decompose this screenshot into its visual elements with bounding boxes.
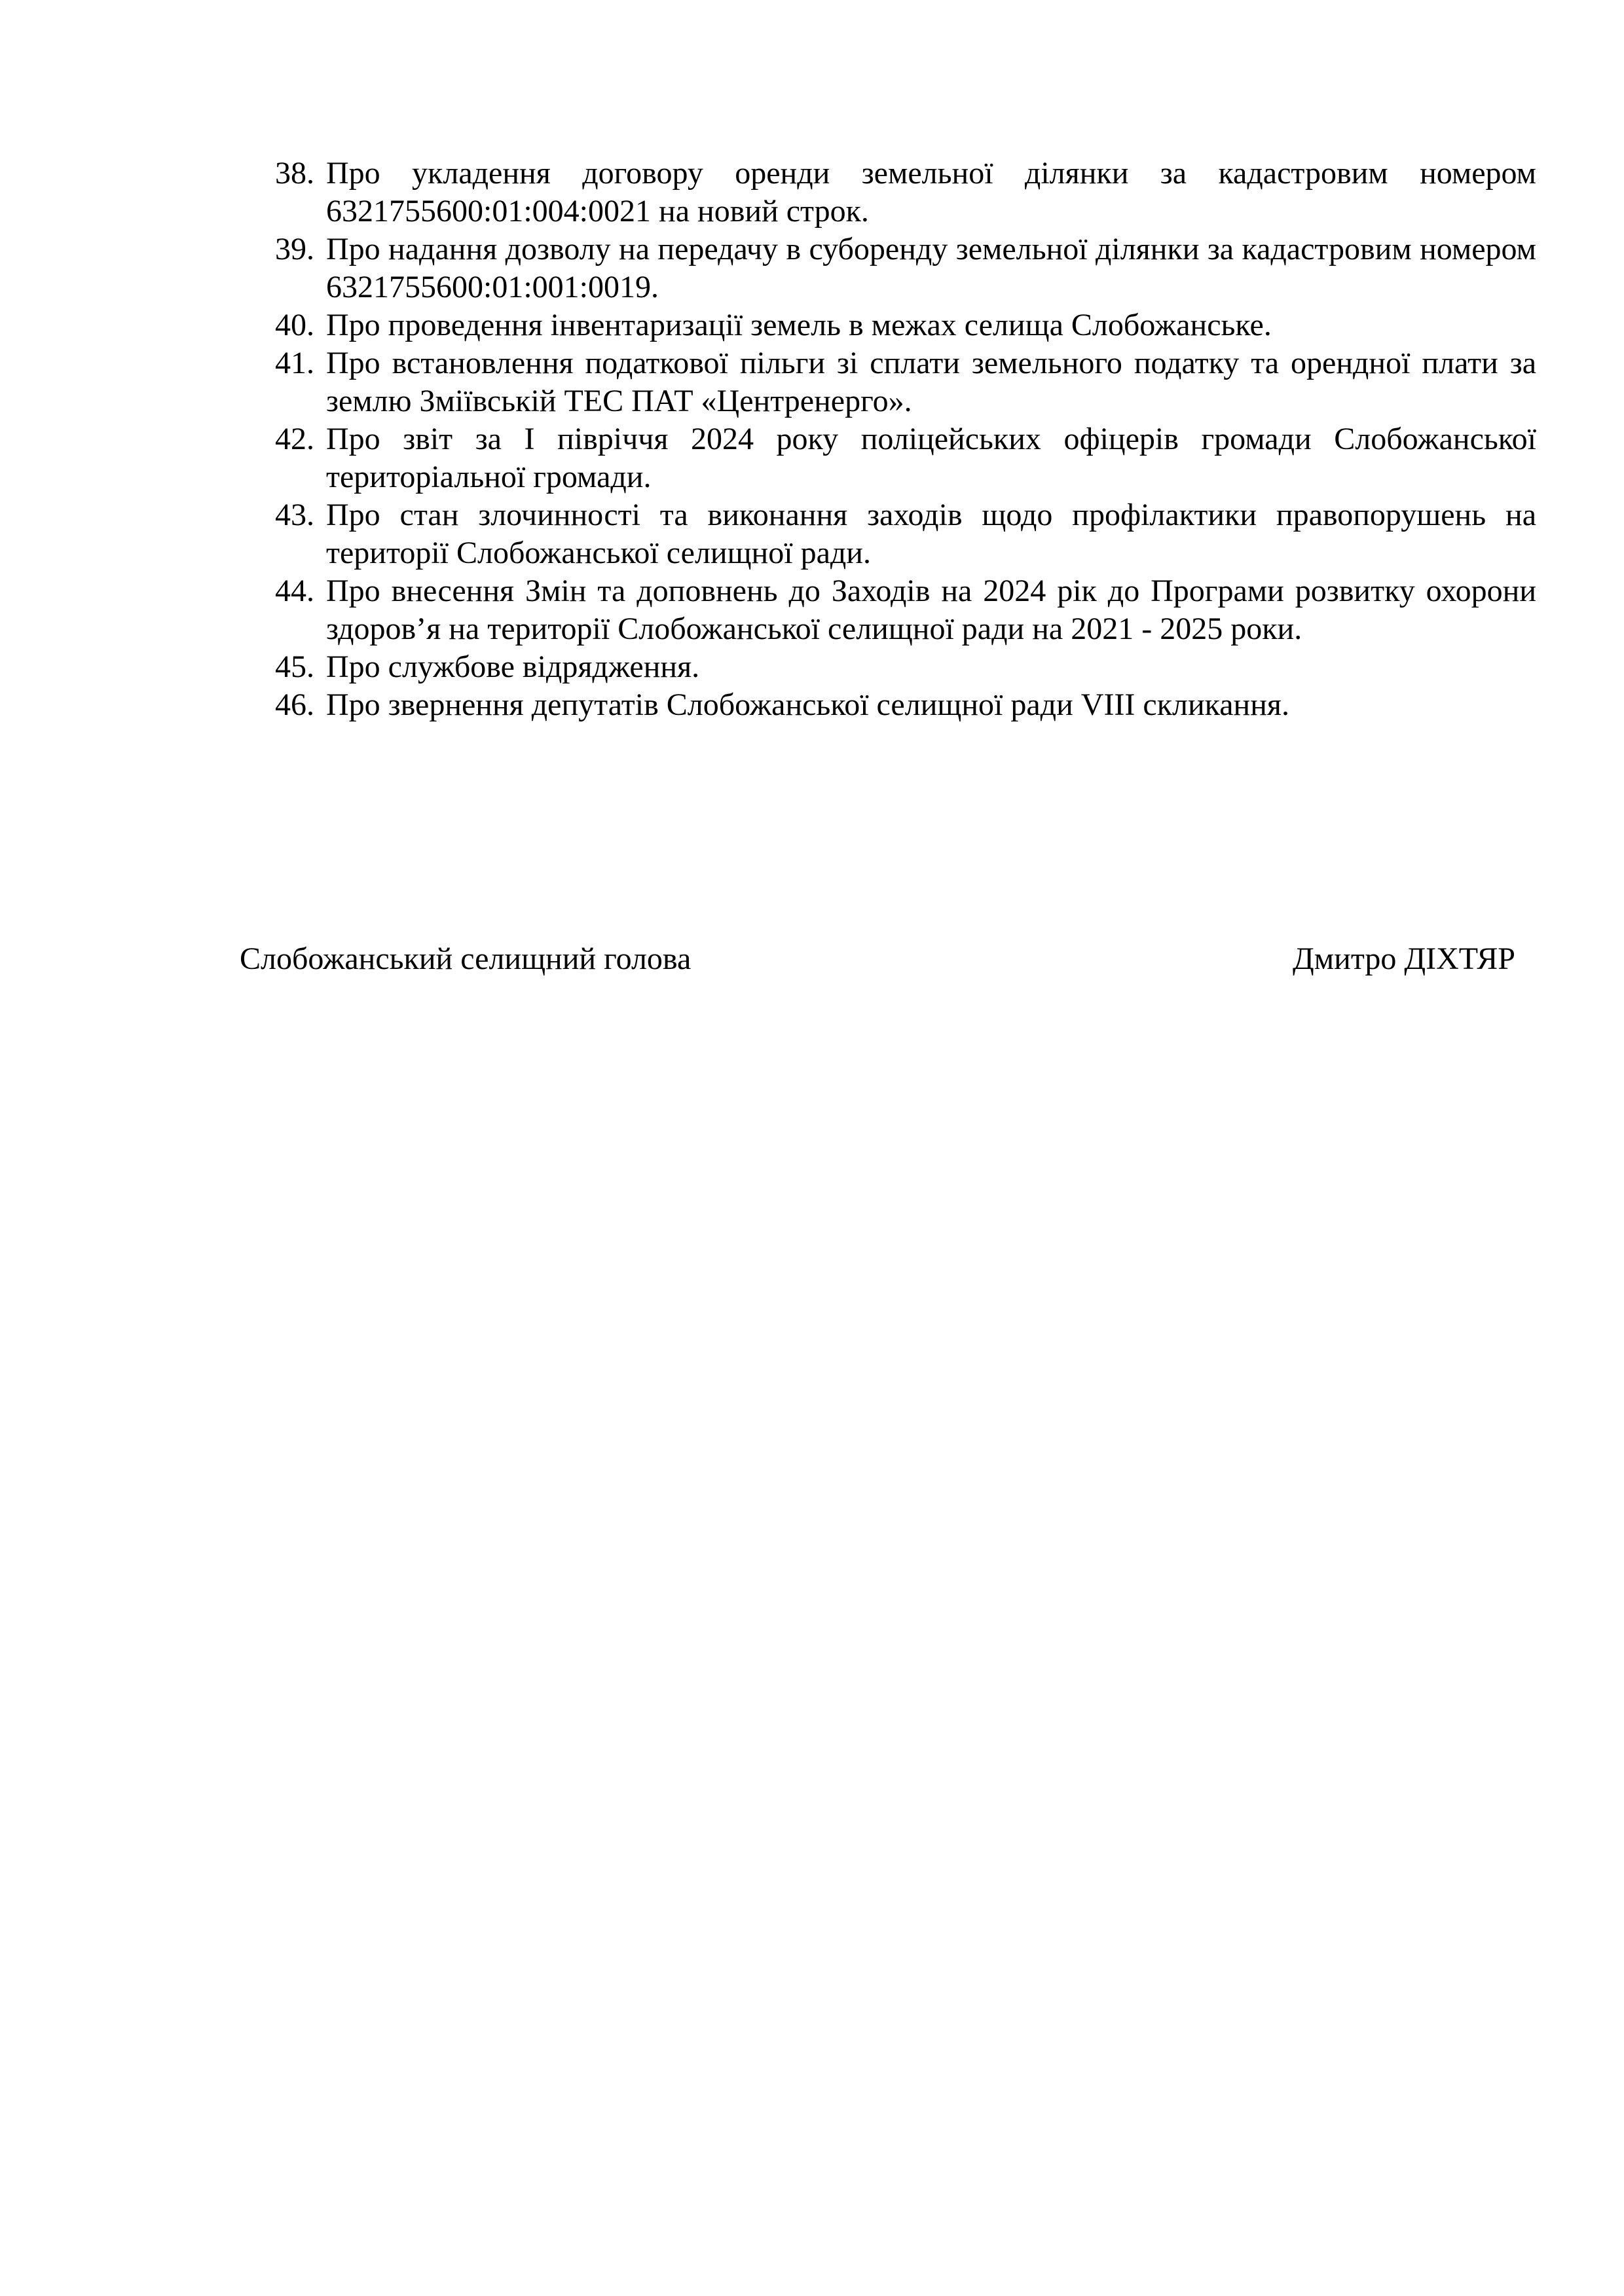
agenda-item <box>262 496 1536 572</box>
agenda-item <box>262 344 1536 420</box>
agenda-item-number: 43. <box>275 498 314 532</box>
agenda-item-number: 41. <box>275 346 314 380</box>
agenda-item-text: Про стан злочинності та виконання заходів щодо профілактики правопорушень на території Слобожанської селищної ради. <box>326 498 1536 570</box>
agenda-item <box>262 306 1536 344</box>
agenda-item <box>262 686 1536 724</box>
agenda-item-number: 39. <box>275 232 314 266</box>
agenda-item-number: 44. <box>275 574 314 608</box>
agenda-item-text: Про проведення інвентаризації земель в межах селища Слобожанське. <box>326 308 1272 342</box>
signatory-title: Слобожанський селищний голова <box>240 941 692 976</box>
agenda-item-text: Про надання дозволу на передачу в суборенду земельної ділянки за кадастровим номером 6321755600:01:001:0019. <box>326 232 1536 304</box>
agenda-item-text: Про укладення договору оренди земельної ділянки за кадастровим номером 6321755600:01:004:0021 на новий строк. <box>326 156 1536 228</box>
agenda-item <box>262 572 1536 648</box>
agenda-item <box>262 648 1536 686</box>
agenda-item-number: 38. <box>275 156 314 191</box>
agenda-item <box>262 420 1536 496</box>
agenda-item-number: 46. <box>275 687 314 722</box>
agenda-item <box>262 155 1536 230</box>
agenda-list <box>262 155 1536 724</box>
agenda-item <box>262 230 1536 306</box>
agenda-item-text: Про встановлення податкової пільги зі сплати земельного податку та орендної плати за землю Зміївській ТЕС ПАТ «Центренерго». <box>326 346 1536 418</box>
agenda-item-text: Про службове відрядження. <box>326 649 700 684</box>
agenda-item-number: 40. <box>275 308 314 342</box>
agenda-item-number: 45. <box>275 649 314 684</box>
agenda-item-text: Про звернення депутатів Слобожанської селищної ради VIII скликання. <box>326 687 1290 722</box>
signatory-name: Дмитро ДІХТЯР <box>1293 941 1515 976</box>
agenda-item-text: Про внесення Змін та доповнень до Заходів на 2024 рік до Програми розвитку охорони здоров’я на території Слобожанської селищної ради на 2021 - 2025 роки. <box>326 574 1536 646</box>
agenda-item-text: Про звіт за І півріччя 2024 року поліцейських офіцерів громади Слобожанської територіальної громади. <box>326 422 1536 494</box>
agenda-item-number: 42. <box>275 422 314 456</box>
